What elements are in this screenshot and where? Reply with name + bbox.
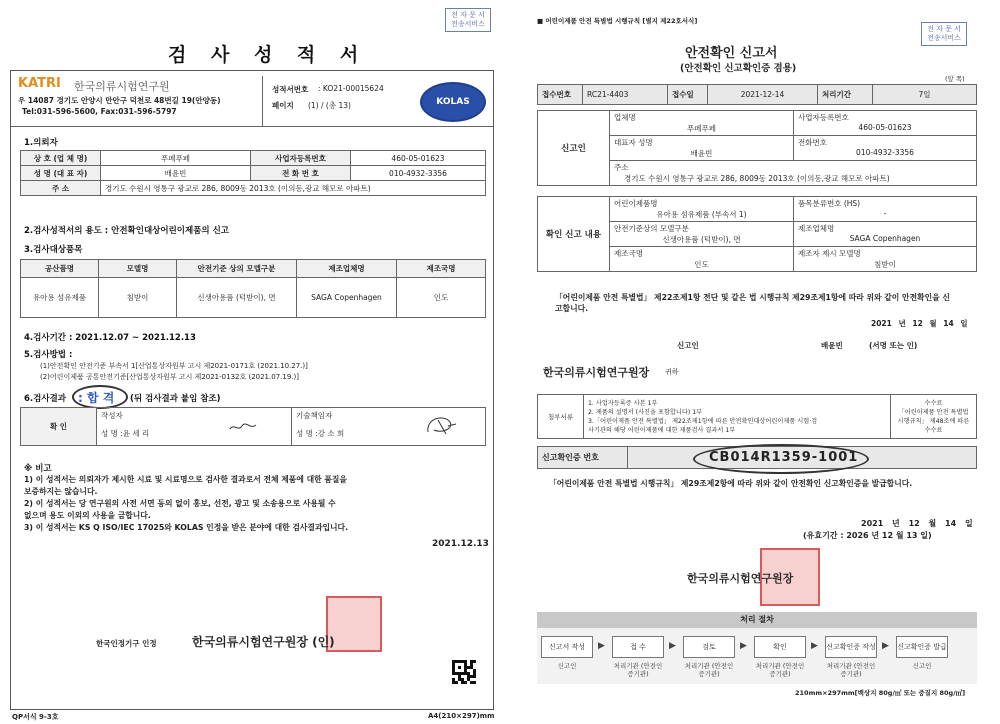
form-subtitle: (안전확인 신고확인증 겸용) xyxy=(680,63,797,74)
reporter-sign-note: (서명 또는 인) xyxy=(869,341,918,350)
attach-item: 2. 제품의 설명서 (사진을 포함합니다) 1부 xyxy=(588,408,703,416)
date-day: 14 일 xyxy=(943,319,968,328)
process-step: 신고확인증 작성 xyxy=(825,636,877,658)
efile-stamp-line: 전송서비스 xyxy=(927,34,961,42)
addressee-suffix: 귀하 xyxy=(665,368,679,376)
process-step-actor: 처리기관 (안전인증기관) xyxy=(755,662,805,678)
reporter-biz: 460-05-01623 xyxy=(858,123,912,132)
biz-no-label: 사업자등록번호 xyxy=(251,151,351,166)
header-divider xyxy=(262,76,263,126)
company-label: 상 호 (업 체 명) xyxy=(21,151,101,166)
section-client-title: 1.의뢰자 xyxy=(24,138,58,148)
page-value: (1) / (총 13) xyxy=(308,101,351,110)
cert-date xyxy=(861,518,973,529)
reporter-addr-cell xyxy=(610,161,977,186)
process-arrow-icon: ▶ xyxy=(882,641,889,651)
date-month: 12 월 xyxy=(908,519,937,528)
date-day: 14 일 xyxy=(945,519,973,528)
confirm-model-cell xyxy=(794,247,977,272)
process-step: 신고확인증 발급 xyxy=(896,636,948,658)
reporter-rep-label: 대표자 성명 xyxy=(614,138,653,147)
section-result-suffix: (뒤 검사결과 붙임 참조) xyxy=(130,394,221,404)
receipt-no: RC21-4403 xyxy=(583,85,668,105)
front-side-label: (앞 쪽) xyxy=(945,75,965,83)
notes-title: ※ 비고 xyxy=(24,464,52,474)
statement-date xyxy=(871,318,968,329)
reporter-rep-cell xyxy=(610,136,794,161)
confirm-product-cell xyxy=(610,197,794,222)
reporter-biz-cell xyxy=(794,111,977,136)
validity: (유효기간 : 2026 년 12 월 13 일) xyxy=(803,531,932,540)
confirm-model-label: 제조자 제시 모델명 xyxy=(798,249,861,258)
process-arrow-icon: ▶ xyxy=(598,641,605,651)
attach-item: 3.「어린이제품 안전 특별법」 제22조제1항에 따른 안전확인대상어린이제품 시험·검 xyxy=(588,417,818,425)
statement: 「어린이제품 안전 특별법」 제22조제1항 전단 및 같은 법 시행규칙 제29조제1항에 따라 위와 같이 안전확인을 신고합니다. xyxy=(555,293,950,313)
phone-value: 010-4932-3356 xyxy=(351,166,486,181)
report-title: 검 사 성 적 서 xyxy=(168,44,368,66)
addr-label: 주 소 xyxy=(21,181,101,196)
cert-no: CB014R1359-1001 xyxy=(709,450,859,465)
process-step-actor: 신고인 xyxy=(557,662,577,670)
efile-stamp-line: 전송서비스 xyxy=(451,20,485,28)
tech-name: 성 명 :강 소 희 xyxy=(292,422,486,445)
kolas-logo: KOLAS xyxy=(420,82,486,122)
note-line: 보증하지는 않습니다. xyxy=(24,487,98,496)
tech-signature xyxy=(424,412,458,438)
confirm-model: 침받이 xyxy=(874,260,896,269)
process-step: 검토 xyxy=(683,636,735,658)
addressee: 한국의류시험연구원장 xyxy=(543,366,650,379)
attach-items xyxy=(584,395,891,439)
confirm-product-label: 어린이제품명 xyxy=(614,199,658,208)
confirm-country: 인도 xyxy=(694,260,709,269)
efile-stamp xyxy=(921,22,967,46)
items-cell: SAGA Copenhagen xyxy=(297,278,397,318)
reporter-section: 신고인 xyxy=(538,111,610,186)
accredited-label: 한국인정기구 인정 xyxy=(96,639,157,648)
confirm-country-label: 제조국명 xyxy=(614,249,643,258)
items-header: 제조국명 xyxy=(397,260,486,278)
attach-item: 1. 사업자등록증 사본 1부 xyxy=(588,399,658,407)
qr-code xyxy=(452,660,476,684)
form-no: QP서식 9-3호 xyxy=(12,713,59,721)
confirm-hs-cell xyxy=(794,197,977,222)
section-items-title: 3.검사대상품목 xyxy=(24,245,83,255)
confirm-modelcat-cell xyxy=(610,222,794,247)
items-header: 모델명 xyxy=(99,260,177,278)
note-line: 2) 이 성적서는 당 연구원의 사전 서면 동의 없이 홍보, 선전, 광고 및 소송용으로 사용될 수 xyxy=(24,499,336,508)
items-cell: 침받이 xyxy=(99,278,177,318)
reporter-table xyxy=(537,110,977,186)
process-step-actor: 처리기관 (안전인증기관) xyxy=(684,662,734,678)
biz-no-value: 460-05-01623 xyxy=(351,151,486,166)
katri-logo: KATRI xyxy=(18,76,61,91)
director-name: 한국의류시험연구원장 xyxy=(687,572,794,585)
author-name: 성 명 :윤 세 리 xyxy=(97,422,292,445)
notes-list xyxy=(24,474,348,534)
fee-text: 「어린이제품 안전 특별법 시행규칙」 제48조에 따른 수수료 xyxy=(897,408,970,434)
process-arrow-icon: ▶ xyxy=(811,641,818,651)
section-period: 4.검사기간 : 2021.12.07 ~ 2021.12.13 xyxy=(24,333,196,343)
note-line: 3) 이 성적서는 KS Q ISO/IEC 17025와 KOLAS 인정을 받은 분야에 대한 검사결과입니다. xyxy=(24,523,349,532)
safety-report-form xyxy=(525,0,1000,724)
form-title: 안전확인 신고서 xyxy=(685,46,778,61)
rep-name-value: 배윤빈 xyxy=(101,166,251,181)
reporter-phone-cell xyxy=(794,136,977,161)
report-no-label: 성적서번호 xyxy=(272,85,309,94)
attach-table xyxy=(537,394,977,439)
confirm-label: 확 인 xyxy=(21,408,97,446)
process-step: 확인 xyxy=(754,636,806,658)
cert-statement: 「어린이제품 안전 특별법 시행규칙」 제29조제2항에 따라 위와 같이 안전확인 신고확인증을 발급합니다. xyxy=(549,479,913,488)
items-table xyxy=(20,259,486,318)
date-year: 2021 년 xyxy=(871,319,906,328)
process-title: 처리 절차 xyxy=(537,612,977,628)
page-label: 페이지 xyxy=(272,101,294,110)
paper-size: A4(210×297)mm xyxy=(428,712,495,720)
client-table xyxy=(20,150,486,196)
reporter-company-cell xyxy=(610,111,794,136)
efile-stamp-line: 전 자 문 서 xyxy=(927,25,961,33)
reporter-sign-name: 배윤빈 xyxy=(821,341,843,350)
reporter-biz-label: 사업자등록번호 xyxy=(798,113,849,122)
phone-label: 전 화 번 호 xyxy=(251,166,351,181)
efile-stamp xyxy=(445,8,491,32)
confirm-product: 유아용 섬유제품 (부속서 1) xyxy=(656,210,747,219)
result-pass: : 합 격 xyxy=(78,391,115,405)
tech-label: 기술책임자 xyxy=(292,408,486,423)
method-line: (1)안전확인 안전기준 부속서 1[산업통상자원부 고시 제2021-0171호 (2021.10.27.)] xyxy=(40,362,308,370)
org-address: 우 14087 경기도 안양시 만안구 덕천로 48번길 19(안양동) xyxy=(18,96,221,105)
process-arrow-icon: ▶ xyxy=(669,641,676,651)
report-no: : KO21-00015624 xyxy=(318,84,384,93)
confirm-hs: - xyxy=(883,209,887,218)
date-month: 12 월 xyxy=(912,319,937,328)
addr-value: 경기도 수원시 영통구 광교로 286, 8009동 2013호 (이의동,광교 해모로 아파트) xyxy=(101,181,486,196)
items-cell: 인도 xyxy=(397,278,486,318)
reporter-phone: 010-4932-3356 xyxy=(856,148,914,157)
note-line: 없으며 용도 이외의 사용을 금합니다. xyxy=(24,511,151,520)
reporter-phone-label: 전화번호 xyxy=(798,138,827,147)
items-header: 제조업체명 xyxy=(297,260,397,278)
section-method-title: 5.검사방법 : xyxy=(24,350,73,360)
director-sign: 한국의류시험연구원장 (인) xyxy=(192,635,335,649)
confirm-hs-label: 품목분류번호 (HS) xyxy=(798,199,861,208)
author-signature xyxy=(228,420,258,434)
attach-label: 첨부서류 xyxy=(538,395,584,439)
confirm-maker-label: 제조업체명 xyxy=(798,224,835,233)
rep-name-label: 성 명 (대 표 자) xyxy=(21,166,101,181)
process-step-actor: 신고인 xyxy=(912,662,932,670)
reporter-company: 푸페푸페 xyxy=(687,124,716,133)
process-step-actor: 처리기관 (안전인증기관) xyxy=(613,662,663,678)
confirm-modelcat-label: 안전기준상의 모델구분 xyxy=(614,224,689,233)
reporter-rep: 배윤빈 xyxy=(690,149,713,158)
items-cell: 신생아용품 (턱받이), 면 xyxy=(177,278,297,318)
confirm-table xyxy=(537,196,977,272)
receipt-no-label: 접수번호 xyxy=(538,85,583,105)
items-cell: 유아용 섬유제품 xyxy=(21,278,99,318)
section-purpose: 2.검사성적서의 용도 : 안전확인대상어린이제품의 신고 xyxy=(24,226,230,236)
paper-spec: 210mm×297mm[백상지 80g/㎡ 또는 중질지 80g/㎡] xyxy=(795,689,966,697)
confirm-country-cell xyxy=(610,247,794,272)
confirm-modelcat: 신생아용품 (턱받이), 면 xyxy=(662,235,741,244)
period-value: 7일 xyxy=(873,85,977,105)
method-line: (2)어린이제품 공통안전기준[산업통상자원부 고시 제2021-0132호 (2021.07.19.)] xyxy=(40,373,299,381)
cert-no-label: 신고확인증 번호 xyxy=(538,447,628,469)
confirm-maker-cell xyxy=(794,222,977,247)
report-date: 2021.12.13 xyxy=(432,539,489,549)
reporter-sign-label: 신고인 xyxy=(677,341,699,350)
fee-cell xyxy=(891,395,977,439)
receipt-table xyxy=(537,84,977,105)
process-step-actor: 처리기관 (안전인증기관) xyxy=(826,662,876,678)
efile-stamp-line: 전 자 문 서 xyxy=(451,11,485,19)
company-value: 푸페푸페 xyxy=(101,151,251,166)
reporter-addr-label: 주소 xyxy=(614,163,629,172)
form-header: ■ 어린이제품 안전 특별법 시행규칙 [별지 제22호서식] xyxy=(537,17,698,25)
attach-item: 사기관의 해당 어린이제품에 대한 제품검사 결과서 1부 xyxy=(588,426,736,434)
header-divider xyxy=(10,126,494,127)
reporter-addr: 경기도 수원시 영통구 광교로 286, 8009동 2013호 (이의동,광교 해모로 아파트) xyxy=(624,174,890,183)
author-label: 작성자 xyxy=(97,408,292,423)
org-tel: Tel:031-596-5600, Fax:031-596-5797 xyxy=(22,107,177,116)
items-header: 공산품명 xyxy=(21,260,99,278)
reporter-company-label: 업체명 xyxy=(614,113,636,122)
org-name: 한국의류시험연구원 xyxy=(74,80,170,93)
receipt-date-label: 접수일 xyxy=(668,85,708,105)
date-year: 2021 년 xyxy=(861,519,900,528)
receipt-date: 2021-12-14 xyxy=(708,85,818,105)
confirm-section: 확인 신고 내용 xyxy=(538,197,610,272)
process-step: 신고서 작성 xyxy=(541,636,593,658)
period-label: 처리기간 xyxy=(818,85,873,105)
process-step: 접 수 xyxy=(612,636,664,658)
items-header: 안전기준 상의 모델구분 xyxy=(177,260,297,278)
confirm-maker: SAGA Copenhagen xyxy=(849,234,921,243)
process-arrow-icon: ▶ xyxy=(740,641,747,651)
section-result-prefix: 6.검사결과 xyxy=(24,394,66,404)
fee-label: 수수료 xyxy=(924,399,943,407)
note-line: 1) 이 성적서는 의뢰자가 제시한 시료 및 시료명으로 검사한 결과로서 전체 제품에 대한 품질을 xyxy=(24,475,347,484)
